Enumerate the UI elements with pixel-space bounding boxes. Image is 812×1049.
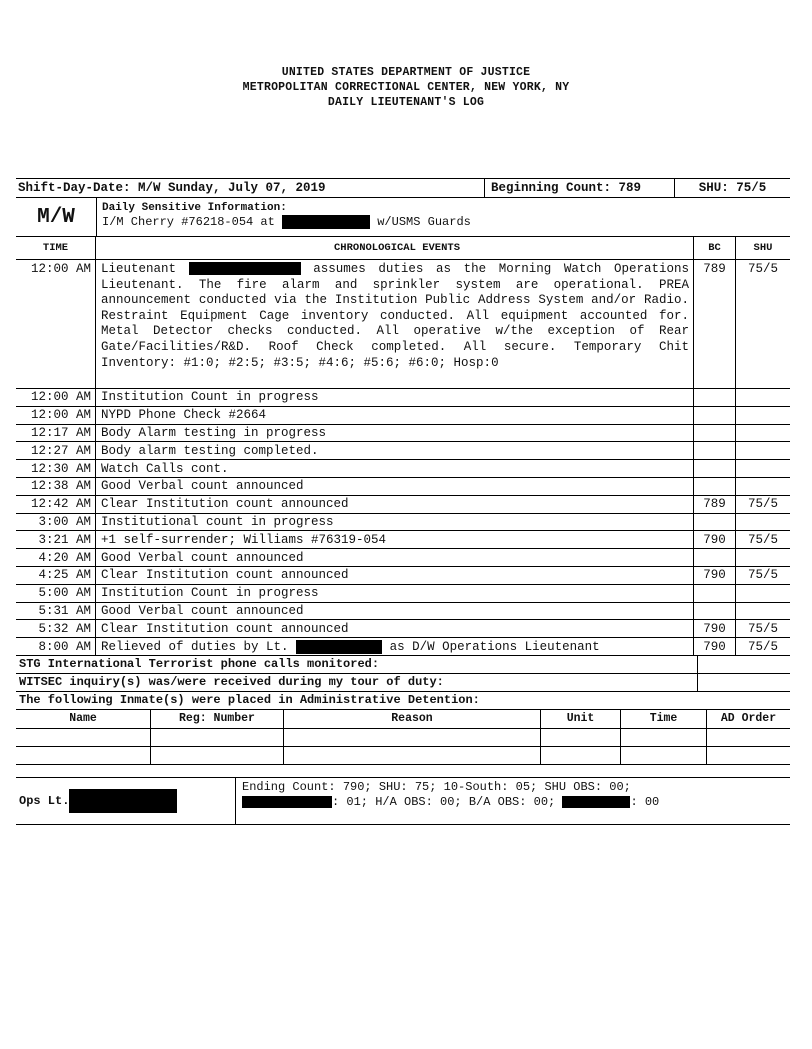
entry-shu bbox=[735, 514, 790, 531]
ad-table-row bbox=[16, 747, 790, 765]
entry-event: Institutional count in progress bbox=[101, 514, 334, 529]
entry-time: 12:17 AM bbox=[16, 425, 96, 442]
entry-shu: 75/5 bbox=[735, 567, 790, 584]
header-line-2: METROPOLITAN CORRECTIONAL CENTER, NEW YORK, NY bbox=[242, 81, 570, 94]
header-line-1: UNITED STATES DEPARTMENT OF JUSTICE bbox=[281, 66, 531, 79]
ad-table-header bbox=[16, 709, 790, 729]
entry-event: Watch Calls cont. bbox=[101, 461, 229, 476]
log-entry bbox=[16, 389, 790, 407]
entry-time: 12:30 AM bbox=[16, 460, 96, 477]
entry-event: Relieved of duties by Lt. as D/W Operations Lieutenant bbox=[101, 639, 600, 654]
ad-col-reg: Reg: Number bbox=[151, 710, 284, 728]
redaction bbox=[562, 796, 630, 808]
log-entry bbox=[16, 549, 790, 567]
log-entry-last bbox=[16, 638, 790, 656]
entry-bc bbox=[693, 460, 735, 477]
entry-event: NYPD Phone Check #2664 bbox=[101, 408, 267, 423]
column-header bbox=[16, 237, 790, 260]
entry-time: 8:00 AM bbox=[16, 638, 96, 655]
log-entry-first bbox=[16, 260, 790, 389]
shift-day-date: Shift-Day-Date: M/W Sunday, July 07, 2019 bbox=[18, 181, 326, 195]
shift-code: M/W bbox=[16, 198, 97, 236]
entry-time: 5:32 AM bbox=[16, 620, 96, 637]
entry-event: Body alarm testing completed. bbox=[101, 443, 319, 458]
entry-bc bbox=[693, 585, 735, 602]
redaction bbox=[189, 262, 301, 275]
entry-time: 3:21 AM bbox=[16, 531, 96, 548]
entry-event: Lieutenant assumes duties as the Morning Watch Operations Lieutenant. The fire alarm and sprinkler system are operational. PREA announcement conducted via the Institution Public Address System and/or Radio. Restraint Equipment Cage inventory conducted. All equipment accounted for. Metal Detector checks conducted. All operative w/the exception of Rear Gate/Facilities/R&D. Roof Check completed. All secure. Temporary Chit Inventory: #1:0; #2:5; #3:5; #4:6; #5:6; #6:0; Hosp:0 bbox=[101, 262, 689, 370]
entry-shu bbox=[735, 425, 790, 442]
entry-event: Clear Institution count announced bbox=[101, 621, 349, 636]
log-entry bbox=[16, 514, 790, 532]
sensitive-row bbox=[16, 198, 790, 237]
entry-shu: 75/5 bbox=[735, 638, 790, 655]
entry-bc bbox=[693, 407, 735, 424]
ending-count: Ending Count: 790; SHU: 75; 10-South: 05; SHU OBS: 00; : 01; H/A OBS: 00; B/A OBS: 00; : 00 bbox=[242, 779, 660, 809]
col-bc: BC bbox=[693, 237, 735, 259]
log-entry bbox=[16, 442, 790, 460]
entry-shu bbox=[735, 603, 790, 620]
entry-event: Good Verbal count announced bbox=[101, 550, 304, 565]
ad-col-time: Time bbox=[621, 710, 707, 728]
col-shu: SHU bbox=[735, 237, 790, 259]
entry-shu: 75/5 bbox=[735, 620, 790, 637]
ad-col-name: Name bbox=[16, 710, 151, 728]
entry-event: Clear Institution count announced bbox=[101, 568, 349, 583]
ops-lt-signature: Ops Lt. bbox=[16, 778, 236, 824]
entry-shu bbox=[735, 549, 790, 566]
entry-bc bbox=[693, 425, 735, 442]
entry-event: +1 self-surrender; Williams #76319-054 bbox=[101, 532, 387, 547]
entry-shu bbox=[735, 407, 790, 424]
entry-bc: 790 bbox=[693, 638, 735, 655]
entry-time: 12:38 AM bbox=[16, 478, 96, 495]
entry-event: Clear Institution count announced bbox=[101, 497, 349, 512]
entry-time: 4:25 AM bbox=[16, 567, 96, 584]
entry-bc bbox=[693, 603, 735, 620]
entry-shu: 75/5 bbox=[735, 496, 790, 513]
log-entry bbox=[16, 603, 790, 621]
redaction bbox=[282, 215, 370, 229]
entry-event: Body Alarm testing in progress bbox=[101, 425, 327, 440]
ad-col-reason: Reason bbox=[284, 710, 541, 728]
entry-time: 3:00 AM bbox=[16, 514, 96, 531]
entry-bc bbox=[693, 389, 735, 406]
entry-shu bbox=[735, 389, 790, 406]
entry-time: 12:00 AM bbox=[16, 260, 96, 388]
redaction bbox=[69, 789, 177, 813]
entry-bc: 789 bbox=[693, 496, 735, 513]
entry-shu: 75/5 bbox=[735, 260, 790, 388]
sensitive-text: I/M Cherry #76218-054 at w/USMS Guards bbox=[102, 215, 471, 230]
entry-bc: 790 bbox=[693, 531, 735, 548]
sensitive-title: Daily Sensitive Information: bbox=[102, 202, 287, 214]
header-line-3: DAILY LIEUTENANT'S LOG bbox=[327, 96, 485, 109]
entry-shu bbox=[735, 460, 790, 477]
ad-intro-row bbox=[16, 692, 790, 709]
stg-row bbox=[16, 656, 790, 674]
entry-bc: 790 bbox=[693, 620, 735, 637]
sensitive-info bbox=[97, 198, 790, 236]
closing-section bbox=[16, 777, 790, 825]
beginning-count: Beginning Count: 789 bbox=[484, 179, 674, 197]
entry-time: 5:31 AM bbox=[16, 603, 96, 620]
redaction bbox=[296, 640, 382, 654]
log-entry bbox=[16, 567, 790, 585]
entry-shu bbox=[735, 585, 790, 602]
entry-bc bbox=[693, 442, 735, 459]
entry-event: Good Verbal count announced bbox=[101, 479, 304, 494]
entry-bc bbox=[693, 549, 735, 566]
ad-table-row bbox=[16, 729, 790, 747]
entry-shu bbox=[735, 442, 790, 459]
ad-intro-label: The following Inmate(s) were placed in Administrative Detention: bbox=[19, 693, 480, 708]
witsec-label: WITSEC inquiry(s) was/were received during my tour of duty: bbox=[19, 675, 444, 690]
entry-event: Institution Count in progress bbox=[101, 390, 319, 405]
entry-time: 12:27 AM bbox=[16, 442, 96, 459]
ad-col-unit: Unit bbox=[541, 710, 621, 728]
entry-time: 12:42 AM bbox=[16, 496, 96, 513]
entry-shu: 75/5 bbox=[735, 531, 790, 548]
col-time: TIME bbox=[16, 237, 96, 259]
log-entry bbox=[16, 585, 790, 603]
ad-col-order: AD Order bbox=[720, 712, 777, 726]
entry-time: 5:00 AM bbox=[16, 585, 96, 602]
log-entry bbox=[16, 531, 790, 549]
entry-bc bbox=[693, 478, 735, 495]
entry-bc: 790 bbox=[693, 567, 735, 584]
entry-bc: 789 bbox=[693, 260, 735, 388]
stg-label: STG International Terrorist phone calls monitored: bbox=[19, 657, 380, 672]
entry-time: 12:00 AM bbox=[16, 389, 96, 406]
entry-event: Institution Count in progress bbox=[101, 586, 319, 601]
entry-time: 4:20 AM bbox=[16, 549, 96, 566]
summary-row bbox=[16, 178, 790, 198]
entry-time: 12:00 AM bbox=[16, 407, 96, 424]
col-events: CHRONOLOGICAL EVENTS bbox=[333, 242, 461, 254]
log-sheet bbox=[16, 178, 790, 825]
log-entry bbox=[16, 425, 790, 443]
log-entry bbox=[16, 620, 790, 638]
log-entry bbox=[16, 407, 790, 425]
entry-shu bbox=[735, 478, 790, 495]
log-entry bbox=[16, 460, 790, 478]
log-entries bbox=[16, 389, 790, 638]
redaction bbox=[242, 796, 332, 808]
log-entry bbox=[16, 496, 790, 514]
witsec-row bbox=[16, 674, 790, 692]
log-entry bbox=[16, 478, 790, 496]
entry-event: Good Verbal count announced bbox=[101, 603, 304, 618]
shu-count: SHU: 75/5 bbox=[674, 179, 790, 197]
entry-bc bbox=[693, 514, 735, 531]
